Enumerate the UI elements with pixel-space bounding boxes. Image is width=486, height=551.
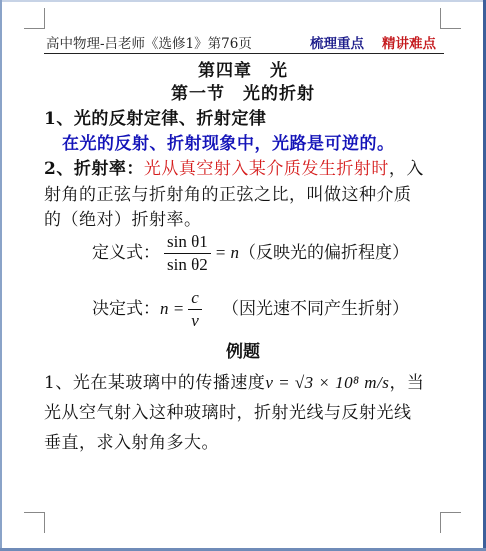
point2-rest: ，入 xyxy=(388,159,424,179)
determination-formula xyxy=(92,288,409,331)
determination-denominator: v xyxy=(191,311,199,330)
example-title: 例题 xyxy=(226,342,260,362)
crop-mark-bottom-right xyxy=(440,512,461,533)
section-title: 第一节 光的折射 xyxy=(171,84,315,104)
example-line1-text: 1、光在某玻璃中的传播速度 xyxy=(44,373,266,393)
definition-equals: = n xyxy=(214,243,239,262)
example-speed: v = √3 × 10⁸ m/s xyxy=(265,373,390,392)
determination-label: 决定式： xyxy=(92,299,160,319)
header-tag-difficult-points: 精讲难点 xyxy=(382,36,436,52)
point2-line3: 的（绝对）折射率。 xyxy=(44,210,202,230)
example-line1 xyxy=(44,368,424,393)
crop-mark-top-right xyxy=(440,8,461,29)
example-line3: 垂直，求入射角多大。 xyxy=(44,433,219,453)
definition-label: 定义式： xyxy=(92,243,160,263)
point2-red-text: 光从真空射入某介质发生折射时 xyxy=(143,159,389,179)
crop-mark-bottom-left xyxy=(24,512,45,533)
example-line1-end: ，当 xyxy=(389,373,425,393)
example-line2: 光从空气射入这种玻璃时，折射光线与反射光线 xyxy=(44,403,412,423)
page-frame-top xyxy=(0,0,486,2)
point1-title: 1、光的反射定律、折射定律 xyxy=(44,109,267,129)
definition-numerator: sin θ1 xyxy=(164,232,211,254)
header-tag-key-points: 梳理重点 xyxy=(310,36,364,52)
point2-line1 xyxy=(44,154,424,179)
point1-note: 在光的反射、折射现象中，光路是可逆的。 xyxy=(62,134,395,154)
definition-fraction xyxy=(164,232,211,275)
point2-line2: 射角的正弦与折射角的正弦之比，叫做这种介质 xyxy=(44,185,412,205)
definition-formula xyxy=(92,232,409,275)
definition-denominator: sin θ2 xyxy=(167,255,208,274)
determination-fraction xyxy=(188,288,202,331)
page-header xyxy=(44,30,444,52)
crop-mark-top-left xyxy=(24,8,45,29)
determination-numerator: c xyxy=(188,288,202,310)
determination-lhs: n = xyxy=(160,299,185,318)
determination-note: （因光速不同产生折射） xyxy=(222,299,409,319)
chapter-title: 第四章 光 xyxy=(198,61,288,81)
header-title: 高中物理-吕老师《选修1》第76页 xyxy=(46,36,252,52)
header-rule xyxy=(44,53,444,54)
definition-note: （反映光的偏折程度） xyxy=(238,243,409,263)
point2-lead: 2、折射率： xyxy=(44,159,144,179)
